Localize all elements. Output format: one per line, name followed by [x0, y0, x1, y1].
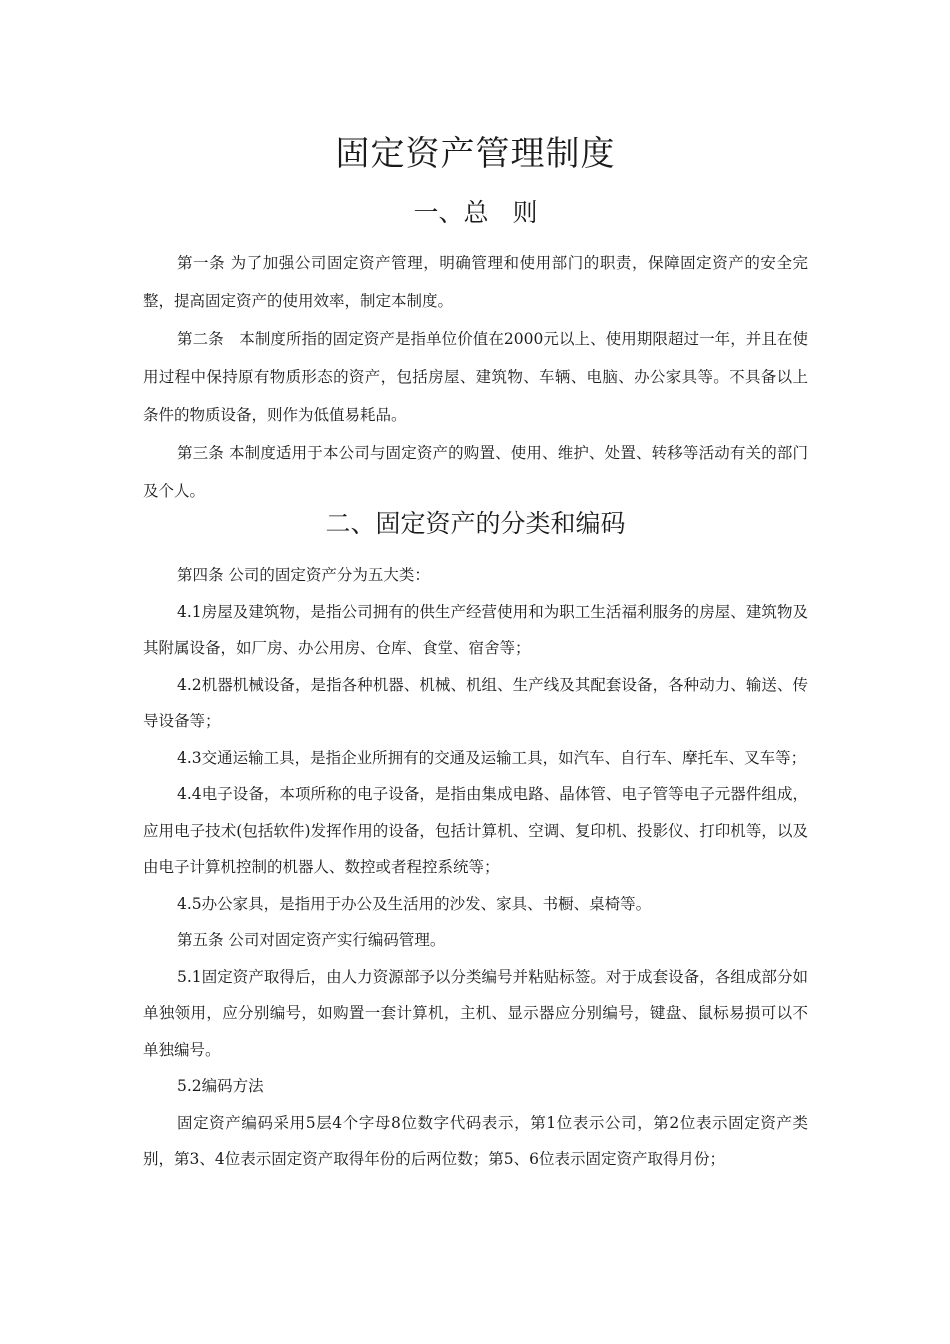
section-heading-general-part1: 一、总 — [413, 198, 489, 227]
section-classification-body — [143, 557, 808, 1178]
item-4-2: 4.2机器机械设备，是指各种机器、机械、机组、生产线及其配套设备，各种动力、输送、传导设备等； — [143, 675, 808, 730]
item-5-1: 5.1固定资产取得后，由人力资源部予以分类编号并粘贴标签。对于成套设备，各组成部分如单独领用，应分别编号，如购置一套计算机，主机、显示器应分别编号，键盘、鼠标易损可以不单独编号。 — [143, 967, 808, 1059]
coding-method-text: 固定资产编码采用5层4个字母8位数字代码表示，第1位表示公司，第2位表示固定资产类别，第3、4位表示固定资产取得年份的后两位数；第5、6位表示固定资产取得月份； — [143, 1113, 808, 1168]
article-5: 第五条 公司对固定资产实行编码管理。 — [177, 931, 446, 949]
section-heading-classification: 二、固定资产的分类和编码 — [325, 509, 626, 538]
item-4-3: 4.3交通运输工具，是指企业所拥有的交通及运输工具，如汽车、自行车、摩托车、叉车等； — [177, 748, 807, 767]
article-2: 第二条 本制度所指的固定资产是指单位价值在2000元以上、使用期限超过一年，并且在使用过程中保持原有物质形态的资产，包括房屋、建筑物、车辆、电脑、办公家具等。不具备以上条件的物质设备，则作为低值易耗品。 — [143, 330, 808, 424]
item-4-4: 4.4电子设备，本项所称的电子设备，是指由集成电路、晶体管、电子管等电子元器件组成，应用电子技术(包括软件)发挥作用的设备，包括计算机、空调、复印机、投影仪、打印机等，以及由电子计算机控制的机器人、数控或者程控系统等； — [143, 785, 808, 876]
document-title: 固定资产管理制度 — [335, 134, 616, 174]
section-heading-general-part2: 则 — [512, 198, 538, 227]
article-3: 第三条 本制度适用于本公司与固定资产的购置、使用、维护、处置、转移等活动有关的部门及个人。 — [143, 444, 808, 500]
item-5-2: 5.2编码方法 — [177, 1077, 264, 1095]
article-4: 第四条 公司的固定资产分为五大类： — [177, 566, 430, 584]
section-general-body — [143, 244, 808, 510]
item-4-5: 4.5办公家具，是指用于办公及生活用的沙发、家具、书橱、桌椅等。 — [177, 894, 652, 913]
article-1: 第一条 为了加强公司固定资产管理，明确管理和使用部门的职责，保障固定资产的安全完整，提高固定资产的使用效率，制定本制度。 — [143, 254, 808, 310]
section-heading-general — [143, 193, 808, 233]
item-4-1: 4.1房屋及建筑物，是指公司拥有的供生产经营使用和为职工生活福利服务的房屋、建筑物及其附属设备，如厂房、办公用房、仓库、食堂、宿舍等； — [143, 602, 808, 657]
